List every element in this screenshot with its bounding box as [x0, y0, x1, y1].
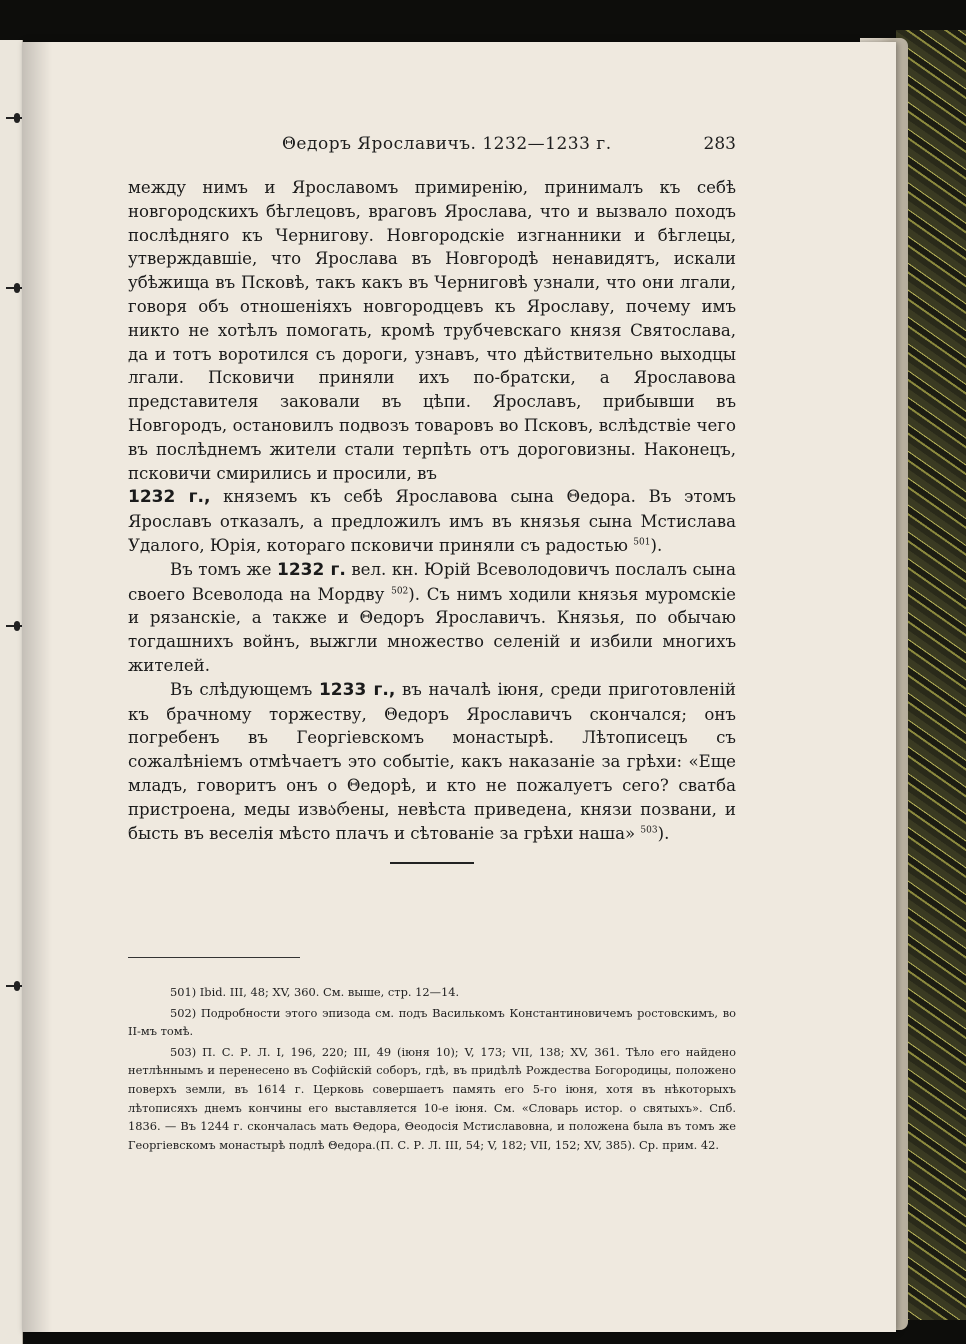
paragraph-1 — [128, 176, 736, 558]
main-text — [128, 176, 736, 845]
year-bold: 1233 г., — [318, 679, 396, 700]
text-run: Въ слѣдующемъ — [170, 679, 319, 699]
facing-page-edge — [0, 40, 23, 1344]
paragraph-2 — [128, 558, 736, 678]
text-run: ). — [657, 823, 670, 843]
text-run: княземъ къ себѣ Ярославова сына Θедора. Въ этомъ Ярославъ отказалъ, а предложилъ имъ въ князья сына Мстислава Удалого, Юрія, котораго псковичи приняли съ радостью — [128, 487, 736, 555]
footnote-502: 502) Подробности этого эпизода см. подъ Василькомъ Константиновичемъ ростовскимъ, во II-мъ томѣ. — [128, 1005, 736, 1039]
text-run: Въ томъ же — [170, 559, 278, 579]
footnote-ref: 503 — [640, 824, 658, 835]
text-run: между нимъ и Ярославомъ примиренію, принималъ къ себѣ новгородскихъ бѣглецовъ, враговъ Ярослава, что и вызвало походъ послѣдняго къ Чернигову. Новгородскіе изгнанники и бѣглецы, утверждавшіе, что Ярослава въ Новгородѣ ненавидятъ, искали убѣжища въ Псковѣ, такъ какъ въ Черниговѣ узнали, что они лгали, говоря объ отношеніяхъ новгородцевъ къ Ярославу, почему имъ никто не хотѣлъ помогать, кромѣ трубчевскаго князя Святослава, да и тотъ воротился съ дороги, узнавъ, что дѣйствительно выходцы лгали. Псковичи приняли ихъ по-братски, а Ярославова представителя заковали въ цѣпи. Ярославъ, прибывши въ Новгородъ, остановилъ подвозъ товаровъ во Псковъ, вслѣдствіе чего въ послѣднемъ жители стали терпѣть отъ дороговизны. Наконецъ, псковичи смирились и просили, въ — [128, 178, 736, 483]
footnote-501: 501) Ibid. III, 48; XV, 360. См. выше, стр. 12—14. — [170, 985, 460, 999]
text-run: вел. кн. Юрій Всеволодовичъ послалъ сына своего Всеволода на Мордву — [128, 559, 737, 604]
footnote-rule — [128, 957, 300, 958]
text-run: ). Съ нимъ ходили князья муромскіе и рязанскіе, а также и Θедоръ Ярославичъ. Князья, по обычаю тогдашнихъ войнъ, выжгли множество селеній и избили многихъ жителей. — [128, 584, 737, 675]
spine-shadow — [22, 42, 52, 1332]
footnote-503: 503) П. С. Р. Л. I, 196, 220; III, 49 (іюня 10); V, 173; VII, 138; XV, 361. Тѣло его найдено нетлѣннымъ и перенесено въ Софійскій соборъ, гдѣ, въ придѣлѣ Рождества Богородицы, положено поверхъ земли, въ 1614 г. Церковь совершаетъ память его 5-го іюня, хотя въ нѣкоторыхъ лѣтописяхъ днемъ кончины его выставляется 10-е іюня. См. «Словарь истор. о святыхъ». Спб. 1836. — Въ 1244 г. скончалась мать Θедора, Θеодосія Мстиславовна, и положена была въ томъ же Георгіевскомъ монастырѣ подлѣ Θедора.(П. С. Р. Л. III, 54; V, 182; VII, 152; XV, 385). Ср. прим. 42. — [128, 1044, 736, 1152]
section-divider — [390, 862, 474, 864]
footnote-ref: 502 — [391, 586, 409, 597]
running-head: Θедоръ Ярославичъ. 1232—1233 г. — [282, 134, 612, 154]
year-bold: 1232 г. — [277, 559, 346, 580]
year-bold: 1232 г., — [128, 487, 211, 508]
footnote-ref: 501 — [633, 537, 651, 548]
page-header — [128, 134, 736, 158]
page-number: 283 — [703, 134, 736, 154]
paragraph-3 — [128, 678, 736, 846]
footnotes — [128, 983, 736, 1156]
text-run: въ началѣ іюня, среди приготовленій къ брачному торжеству, Θедоръ Ярославичъ скончался; онъ погребенъ въ Георгіевскомъ монастырѣ. Лѣтописецъ съ сожалѣніемъ отмѣчаетъ это событіе, какъ наказаніе за грѣхи: «Еще младъ, говоритъ онъ о Θедорѣ, и кто не пожалуетъ сего? сватба пристроена, меды извარены, невѣста приведена, князи позвани, и бысть въ веселія мѣсто плачъ и сѣтованіе за грѣхи наша» — [128, 679, 736, 843]
text-run: ). — [650, 535, 663, 555]
